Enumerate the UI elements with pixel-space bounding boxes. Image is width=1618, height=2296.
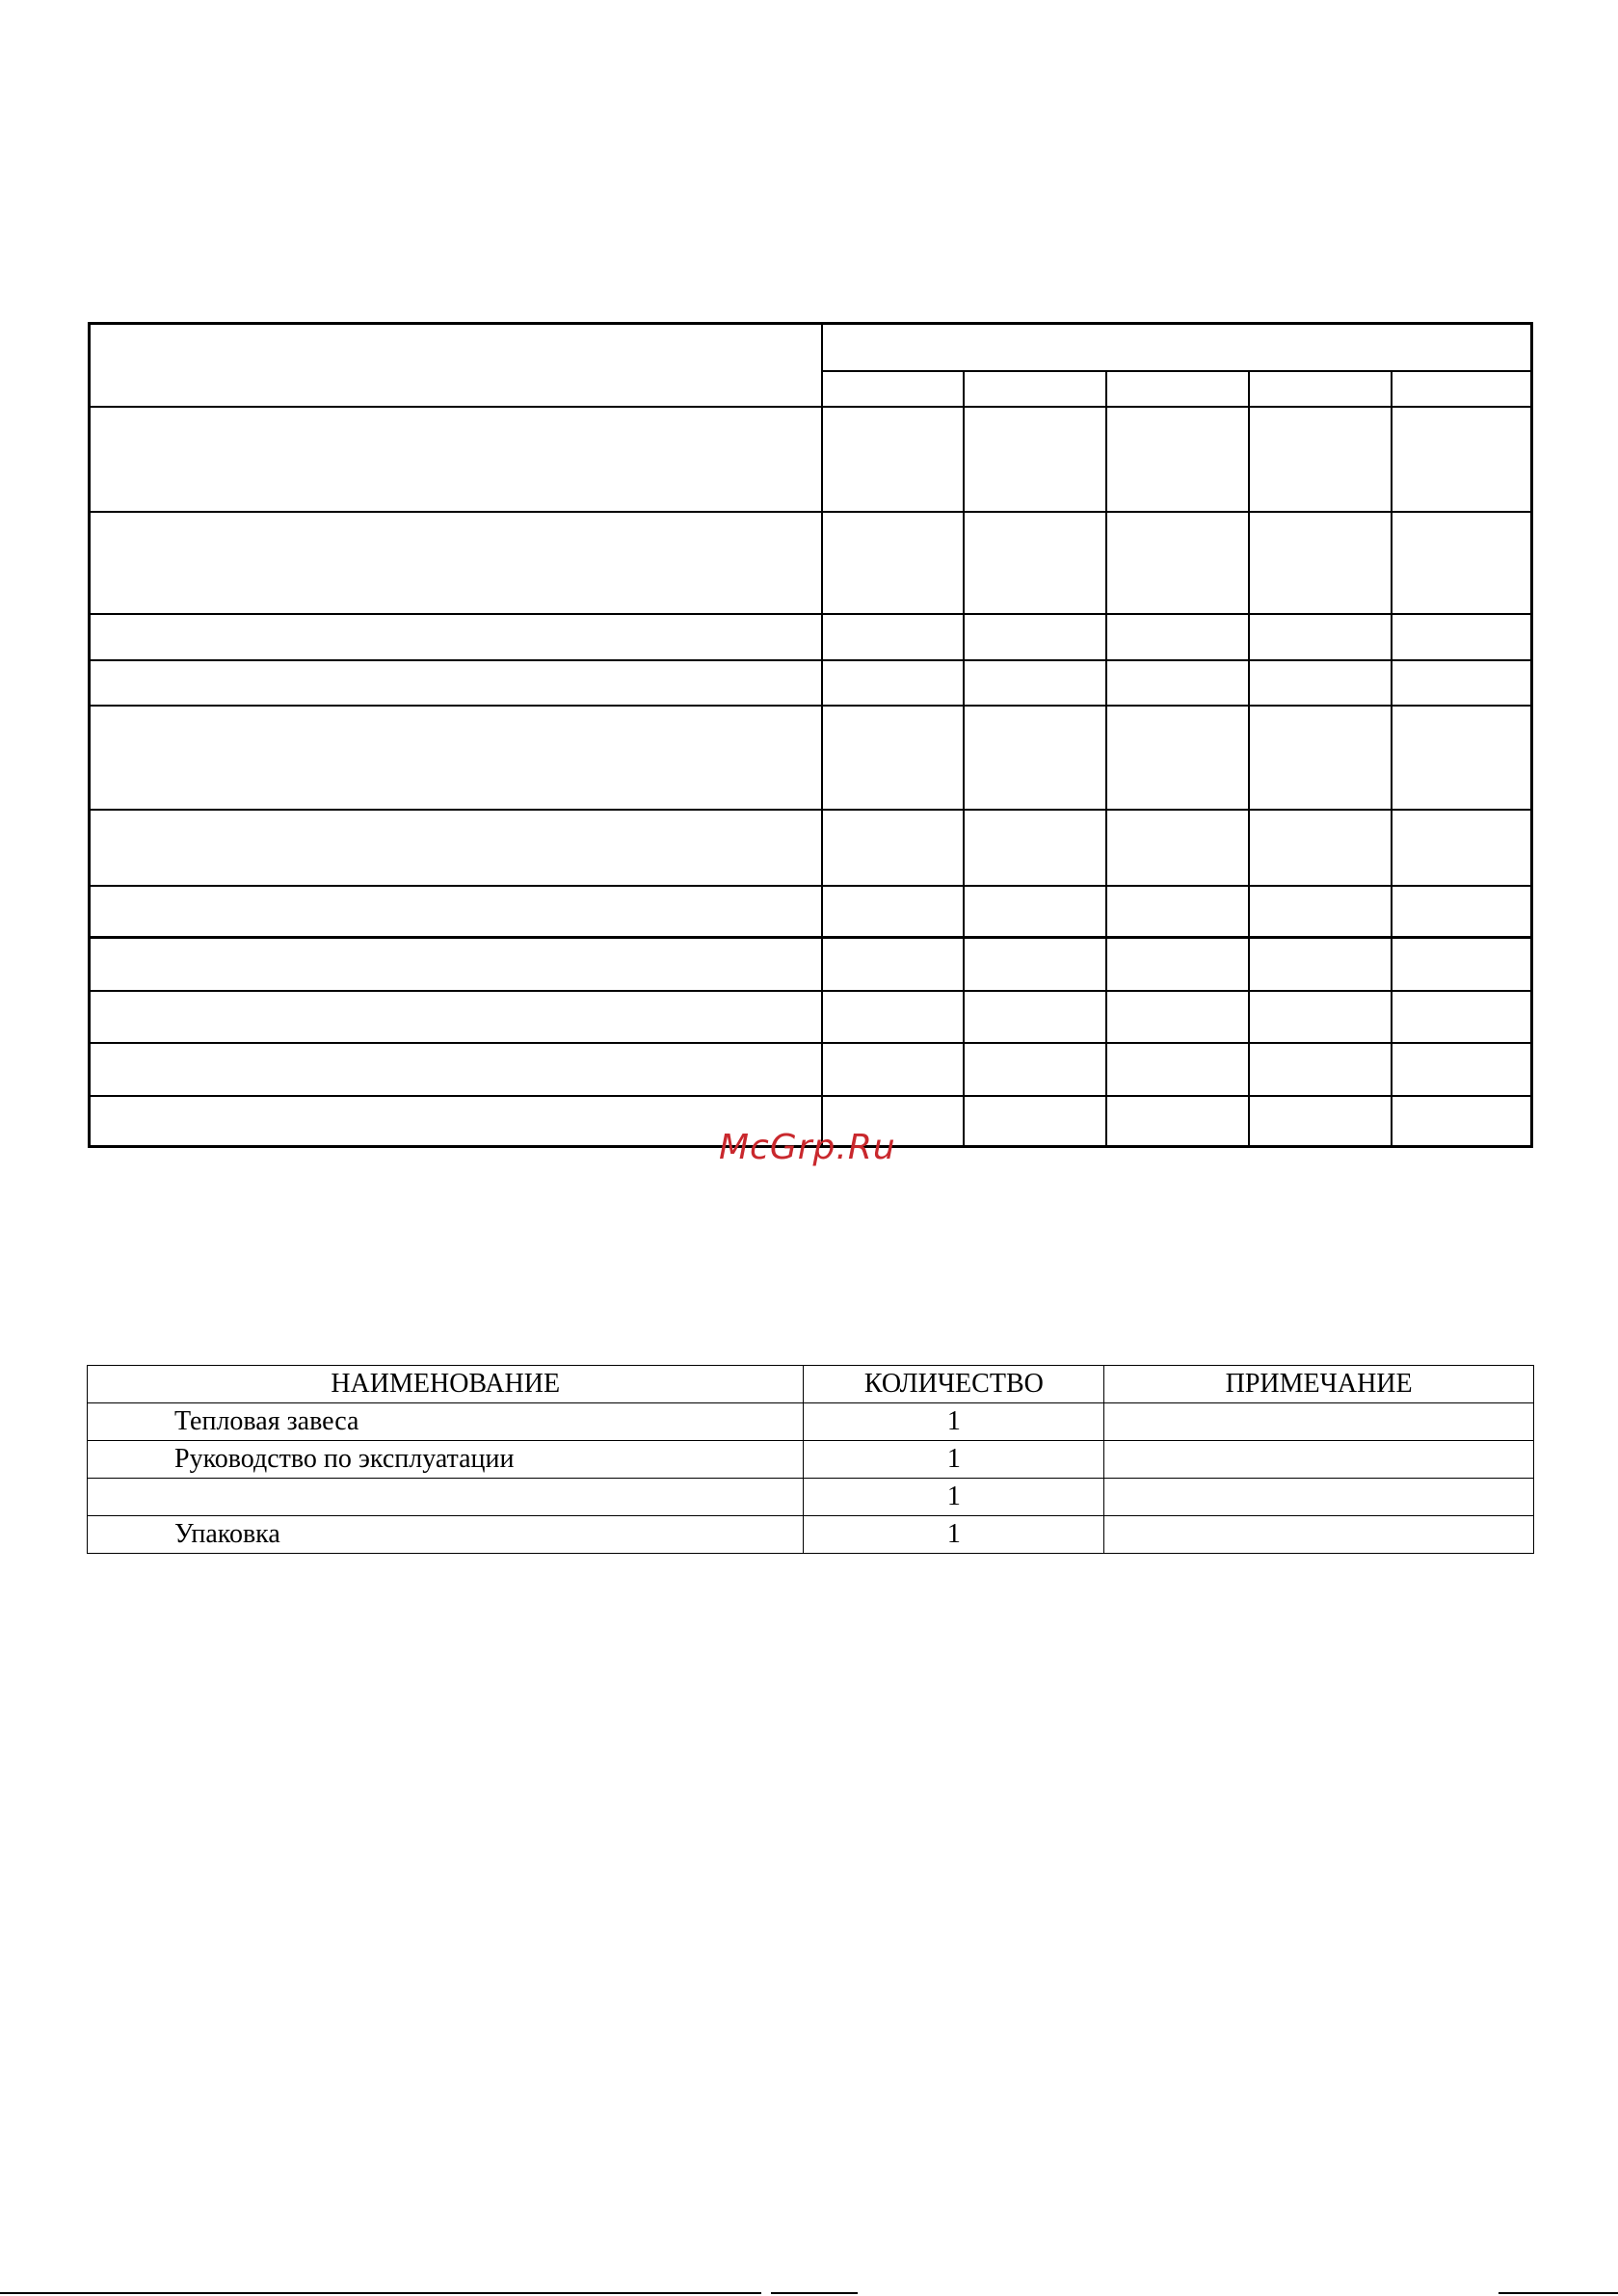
item-quantity: 1 [804,1403,1104,1441]
table-row [88,1403,1534,1441]
header-name: НАИМЕНОВАНИЕ [88,1366,804,1403]
table-row [88,1516,1534,1554]
table-row [88,1441,1534,1479]
table-header-row [88,1366,1534,1403]
item-quantity: 1 [804,1479,1104,1516]
item-quantity: 1 [804,1441,1104,1479]
item-name [88,1479,804,1516]
header-quantity: КОЛИЧЕСТВО [804,1366,1104,1403]
item-name: Упаковка [88,1516,804,1554]
page-bottom-line [1499,2292,1618,2294]
table-row [88,1479,1534,1516]
item-name: Тепловая завеса [88,1403,804,1441]
item-note [1104,1479,1534,1516]
watermark: McGrp.Ru [719,1128,896,1167]
page-bottom-line [0,2292,761,2294]
item-note [1104,1403,1534,1441]
item-note [1104,1441,1534,1479]
item-name: Руководство по эксплуатации [88,1441,804,1479]
package-contents-table [87,1365,1534,1554]
page-bottom-line [771,2292,858,2294]
item-note [1104,1516,1534,1554]
header-note: ПРИМЕЧАНИЕ [1104,1366,1534,1403]
specification-table [88,322,1533,1148]
item-quantity: 1 [804,1516,1104,1554]
